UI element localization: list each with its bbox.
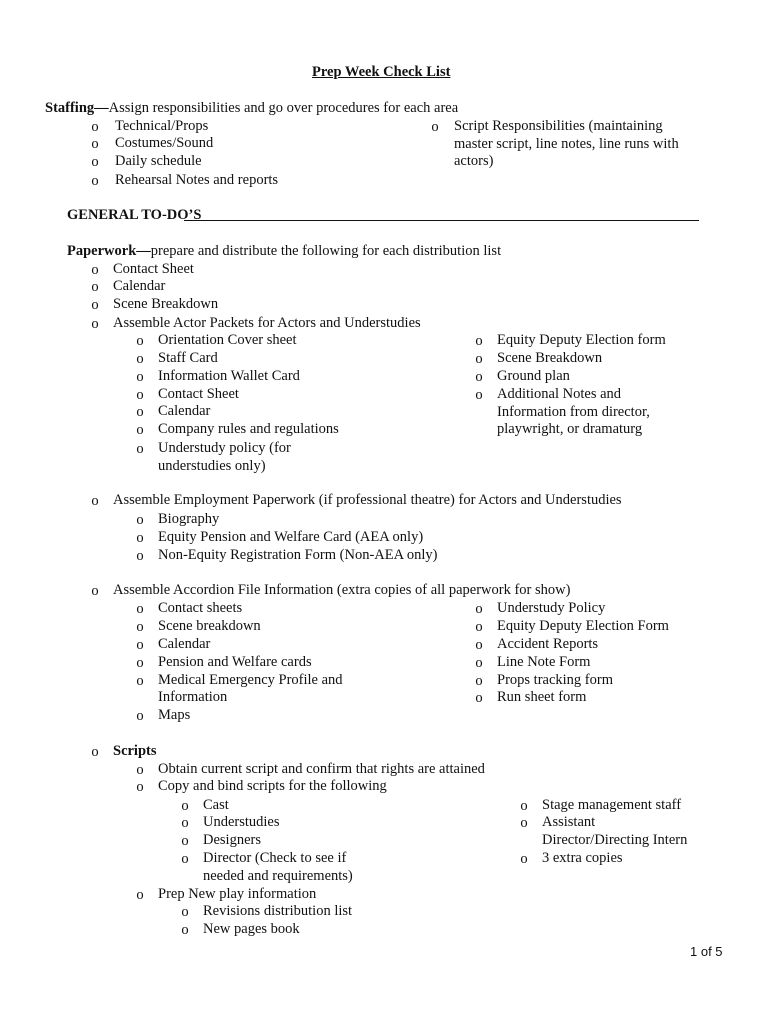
bullet-icon: o bbox=[91, 173, 99, 189]
general-heading: GENERAL TO-DO’S bbox=[67, 207, 202, 223]
list-item: Daily schedule bbox=[115, 153, 202, 169]
list-item: Understudy Policy bbox=[497, 600, 606, 616]
bullet-icon: o bbox=[91, 136, 99, 152]
bullet-icon: o bbox=[136, 530, 144, 546]
list-item: 3 extra copies bbox=[542, 850, 623, 866]
list-item: master script, line notes, line runs with bbox=[454, 136, 679, 152]
bullet-icon: o bbox=[475, 655, 483, 671]
list-item: Line Note Form bbox=[497, 654, 591, 670]
list-item: Accident Reports bbox=[497, 636, 599, 652]
bullet-icon: o bbox=[475, 387, 483, 403]
list-item: Equity Pension and Welfare Card (AEA only) bbox=[158, 529, 424, 545]
bullet-icon: o bbox=[181, 922, 189, 938]
bullet-icon: o bbox=[431, 119, 439, 135]
bullet-icon: o bbox=[136, 762, 144, 778]
bullet-icon: o bbox=[475, 637, 483, 653]
staffing-text: Assign responsibilities and go over procedures for each area bbox=[108, 100, 459, 116]
bullet-icon: o bbox=[91, 154, 99, 170]
list-item: Designers bbox=[203, 832, 261, 848]
list-item: Director/Directing Intern bbox=[542, 832, 688, 848]
bullet-icon: o bbox=[136, 333, 144, 349]
bullet-icon: o bbox=[136, 548, 144, 564]
paperwork-line bbox=[67, 242, 501, 260]
bullet-icon: o bbox=[136, 369, 144, 385]
list-item: Understudy policy (for bbox=[158, 440, 291, 456]
list-item: Ground plan bbox=[497, 368, 570, 384]
bullet-icon: o bbox=[91, 316, 99, 332]
bullet-icon: o bbox=[475, 369, 483, 385]
bullet-icon: o bbox=[520, 815, 528, 831]
list-item: Contact Sheet bbox=[113, 261, 194, 277]
page-title: Prep Week Check List bbox=[312, 64, 451, 80]
bullet-icon: o bbox=[181, 904, 189, 920]
bullet-icon: o bbox=[520, 851, 528, 867]
bullet-icon: o bbox=[136, 673, 144, 689]
list-item: Biography bbox=[158, 511, 220, 527]
list-item: Scene breakdown bbox=[158, 618, 261, 634]
bullet-icon: o bbox=[136, 637, 144, 653]
bullet-icon: o bbox=[91, 744, 99, 760]
paperwork-heading: Paperwork— bbox=[67, 243, 151, 259]
bullet-icon: o bbox=[136, 512, 144, 528]
bullet-icon: o bbox=[136, 779, 144, 795]
bullet-icon: o bbox=[475, 601, 483, 617]
bullet-icon: o bbox=[136, 619, 144, 635]
list-item: Script Responsibilities (maintaining bbox=[454, 118, 663, 134]
bullet-icon: o bbox=[181, 851, 189, 867]
page-number: 1 of 5 bbox=[690, 944, 723, 959]
list-item: Assemble Employment Paperwork (if professional theatre) for Actors and Understudies bbox=[113, 492, 622, 508]
list-item: Scene Breakdown bbox=[497, 350, 603, 366]
list-item: Equity Deputy Election form bbox=[497, 332, 666, 348]
list-item: Calendar bbox=[113, 278, 166, 294]
bullet-icon: o bbox=[475, 690, 483, 706]
list-item: Assemble Accordion File Information (extra copies of all paperwork for show) bbox=[113, 582, 571, 598]
bullet-icon: o bbox=[475, 333, 483, 349]
bullet-icon: o bbox=[181, 798, 189, 814]
list-item: Copy and bind scripts for the following bbox=[158, 778, 387, 794]
bullet-icon: o bbox=[136, 422, 144, 438]
bullet-icon: o bbox=[136, 351, 144, 367]
bullet-icon: o bbox=[136, 404, 144, 420]
list-item: Equity Deputy Election Form bbox=[497, 618, 669, 634]
list-item: Costumes/Sound bbox=[115, 135, 214, 151]
list-item: Assemble Actor Packets for Actors and Understudies bbox=[113, 315, 421, 331]
bullet-icon: o bbox=[91, 493, 99, 509]
list-item: Assistant bbox=[542, 814, 596, 830]
list-item: understudies only) bbox=[158, 458, 266, 474]
bullet-icon: o bbox=[136, 601, 144, 617]
list-item: playwright, or dramaturg bbox=[497, 421, 643, 437]
scripts-heading: Scripts bbox=[113, 743, 157, 759]
list-item: Information from director, bbox=[497, 404, 650, 420]
list-item: New pages book bbox=[203, 921, 300, 937]
bullet-icon: o bbox=[91, 279, 99, 295]
bullet-icon: o bbox=[91, 119, 99, 135]
bullet-icon: o bbox=[91, 583, 99, 599]
list-item: Obtain current script and confirm that rights are attained bbox=[158, 761, 485, 777]
list-item: Staff Card bbox=[158, 350, 218, 366]
list-item: Rehearsal Notes and reports bbox=[115, 172, 279, 188]
list-item: needed and requirements) bbox=[203, 868, 353, 884]
list-item: Director (Check to see if bbox=[203, 850, 347, 866]
bullet-icon: o bbox=[475, 619, 483, 635]
bullet-icon: o bbox=[136, 387, 144, 403]
list-item: Pension and Welfare cards bbox=[158, 654, 312, 670]
bullet-icon: o bbox=[181, 815, 189, 831]
list-item: Additional Notes and bbox=[497, 386, 622, 402]
list-item: Calendar bbox=[158, 636, 211, 652]
list-item: Orientation Cover sheet bbox=[158, 332, 297, 348]
list-item: Information bbox=[158, 689, 228, 705]
bullet-icon: o bbox=[136, 708, 144, 724]
bullet-icon: o bbox=[136, 441, 144, 457]
paperwork-text: prepare and distribute the following for each distribution list bbox=[150, 243, 502, 259]
list-item: Scene Breakdown bbox=[113, 296, 219, 312]
list-item: Technical/Props bbox=[115, 118, 209, 134]
bullet-icon: o bbox=[91, 262, 99, 278]
bullet-icon: o bbox=[181, 833, 189, 849]
staffing-heading: Staffing— bbox=[45, 100, 109, 116]
list-item: Understudies bbox=[203, 814, 280, 830]
list-item: Run sheet form bbox=[497, 689, 587, 705]
list-item: Props tracking form bbox=[497, 672, 613, 688]
bullet-icon: o bbox=[475, 673, 483, 689]
bullet-icon: o bbox=[136, 655, 144, 671]
heading-underline bbox=[184, 220, 699, 221]
list-item: Cast bbox=[203, 797, 229, 813]
list-item: Medical Emergency Profile and bbox=[158, 672, 343, 688]
list-item: Contact Sheet bbox=[158, 386, 239, 402]
list-item: Company rules and regulations bbox=[158, 421, 339, 437]
bullet-icon: o bbox=[520, 798, 528, 814]
list-item: Calendar bbox=[158, 403, 211, 419]
list-item: Maps bbox=[158, 707, 191, 723]
list-item: Contact sheets bbox=[158, 600, 243, 616]
bullet-icon: o bbox=[475, 351, 483, 367]
list-item: Information Wallet Card bbox=[158, 368, 300, 384]
bullet-icon: o bbox=[91, 297, 99, 313]
list-item: Revisions distribution list bbox=[203, 903, 353, 919]
list-item: Non-Equity Registration Form (Non-AEA only) bbox=[158, 547, 438, 563]
list-item: Prep New play information bbox=[158, 886, 317, 902]
list-item: Stage management staff bbox=[542, 797, 682, 813]
staffing-line bbox=[45, 99, 458, 117]
list-item: actors) bbox=[454, 153, 494, 169]
bullet-icon: o bbox=[136, 887, 144, 903]
